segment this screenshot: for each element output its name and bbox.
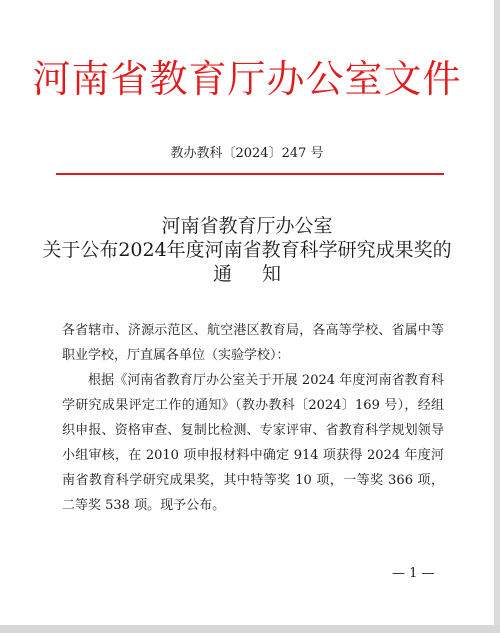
red-divider-line bbox=[56, 173, 444, 175]
document-title bbox=[0, 214, 494, 286]
title-line-3: 通知 bbox=[212, 263, 311, 285]
issuer-header: 河南省教育厅办公室文件 bbox=[32, 57, 462, 101]
title-line-2: 关于公布2024年度河南省教育科学研究成果奖的 bbox=[42, 239, 452, 261]
body-paragraph: 根据《河南省教育厅办公室关于开展 2024 年度河南省教育科学研究成果评定工作的通知》（教办教科〔2024〕169 号），经组织申报、资格审查、复制比检测、专家评审、省教育科学规划领导小组审核，在 2010 项申报材料中确定 914 项获得 2024 年度河南省教育科学研究成果奖，其中特等奖 10 项，一等奖 366 项，二等奖 538 项。现予公布。 bbox=[62, 373, 444, 513]
page-number: — 1 — bbox=[392, 566, 435, 581]
document-body bbox=[62, 318, 444, 518]
title-line-1: 河南省教育厅办公室 bbox=[161, 215, 333, 237]
page-bottom-edge bbox=[0, 625, 500, 633]
page-edge-shadow bbox=[494, 0, 500, 633]
addressee-paragraph: 各省辖市、济源示范区、航空港区教育局，各高等学校、省属中等职业学校，厅直属各单位（实验学校）： bbox=[62, 323, 444, 363]
document-number: 教办教科〔2024〕247 号 bbox=[170, 146, 324, 161]
